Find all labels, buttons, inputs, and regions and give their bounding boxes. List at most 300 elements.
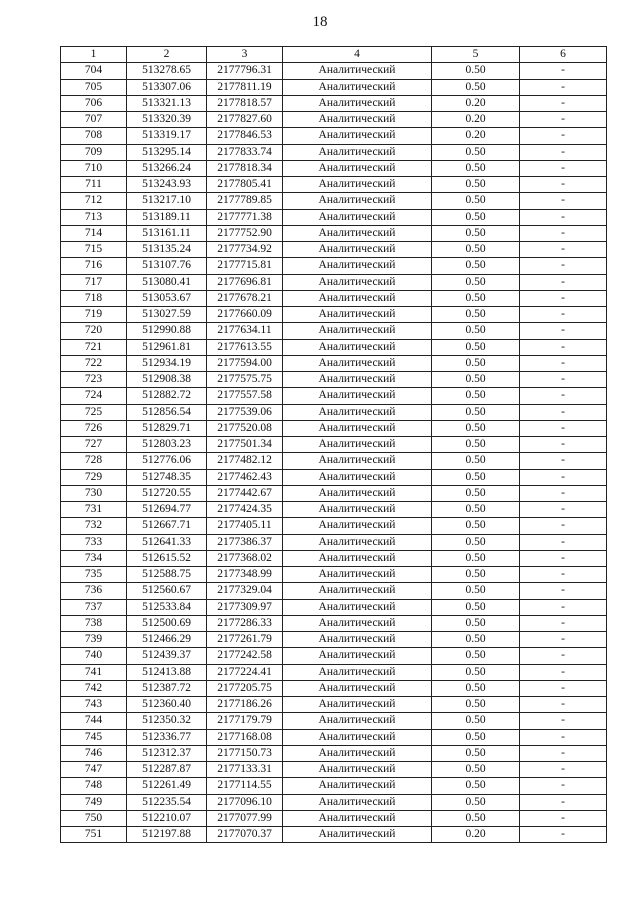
table-header: [61, 47, 607, 63]
accuracy-cell: 0.50: [432, 453, 520, 469]
point-number-cell: 707: [61, 112, 127, 128]
x-coordinate-cell: 512882.72: [127, 388, 207, 404]
accuracy-cell: 0.50: [432, 599, 520, 615]
point-number-cell: 712: [61, 193, 127, 209]
method-cell: Аналитический: [283, 112, 432, 128]
column-header-2: 2: [127, 47, 207, 63]
table-row: [61, 615, 607, 631]
point-number-cell: 749: [61, 794, 127, 810]
note-cell: -: [520, 778, 607, 794]
point-number-cell: 745: [61, 729, 127, 745]
table-row: [61, 388, 607, 404]
method-cell: Аналитический: [283, 502, 432, 518]
method-cell: Аналитический: [283, 128, 432, 144]
note-cell: -: [520, 485, 607, 501]
note-cell: -: [520, 420, 607, 436]
note-cell: -: [520, 583, 607, 599]
accuracy-cell: 0.50: [432, 225, 520, 241]
method-cell: Аналитический: [283, 193, 432, 209]
table-row: [61, 648, 607, 664]
x-coordinate-cell: 512934.19: [127, 355, 207, 371]
note-cell: -: [520, 762, 607, 778]
y-coordinate-cell: 2177660.09: [207, 307, 283, 323]
table-row: [61, 112, 607, 128]
column-header-5: 5: [432, 47, 520, 63]
table-row: [61, 258, 607, 274]
accuracy-cell: 0.20: [432, 95, 520, 111]
method-cell: Аналитический: [283, 762, 432, 778]
table-row: [61, 632, 607, 648]
point-number-cell: 750: [61, 810, 127, 826]
accuracy-cell: 0.50: [432, 388, 520, 404]
table-row: [61, 778, 607, 794]
table-row: [61, 274, 607, 290]
accuracy-cell: 0.50: [432, 729, 520, 745]
method-cell: Аналитический: [283, 63, 432, 79]
method-cell: Аналитический: [283, 469, 432, 485]
accuracy-cell: 0.50: [432, 144, 520, 160]
point-number-cell: 719: [61, 307, 127, 323]
table-row: [61, 518, 607, 534]
method-cell: Аналитический: [283, 550, 432, 566]
note-cell: -: [520, 388, 607, 404]
table-row: [61, 437, 607, 453]
y-coordinate-cell: 2177818.34: [207, 160, 283, 176]
method-cell: Аналитический: [283, 177, 432, 193]
note-cell: -: [520, 177, 607, 193]
method-cell: Аналитический: [283, 485, 432, 501]
y-coordinate-cell: 2177557.58: [207, 388, 283, 404]
note-cell: -: [520, 160, 607, 176]
method-cell: Аналитический: [283, 225, 432, 241]
y-coordinate-cell: 2177462.43: [207, 469, 283, 485]
y-coordinate-cell: 2177114.55: [207, 778, 283, 794]
y-coordinate-cell: 2177348.99: [207, 567, 283, 583]
y-coordinate-cell: 2177309.97: [207, 599, 283, 615]
x-coordinate-cell: 512856.54: [127, 404, 207, 420]
note-cell: -: [520, 502, 607, 518]
point-number-cell: 748: [61, 778, 127, 794]
method-cell: Аналитический: [283, 209, 432, 225]
accuracy-cell: 0.50: [432, 177, 520, 193]
accuracy-cell: 0.50: [432, 778, 520, 794]
accuracy-cell: 0.50: [432, 794, 520, 810]
table-row: [61, 290, 607, 306]
table-row: [61, 193, 607, 209]
method-cell: Аналитический: [283, 453, 432, 469]
point-number-cell: 726: [61, 420, 127, 436]
table-row: [61, 762, 607, 778]
x-coordinate-cell: 512641.33: [127, 534, 207, 550]
y-coordinate-cell: 2177796.31: [207, 63, 283, 79]
accuracy-cell: 0.20: [432, 827, 520, 843]
method-cell: Аналитический: [283, 794, 432, 810]
accuracy-cell: 0.50: [432, 355, 520, 371]
note-cell: -: [520, 404, 607, 420]
y-coordinate-cell: 2177846.53: [207, 128, 283, 144]
table-row: [61, 745, 607, 761]
method-cell: Аналитический: [283, 420, 432, 436]
note-cell: -: [520, 355, 607, 371]
y-coordinate-cell: 2177242.58: [207, 648, 283, 664]
table-body: [61, 63, 607, 843]
method-cell: Аналитический: [283, 599, 432, 615]
table-row: [61, 404, 607, 420]
x-coordinate-cell: 513080.41: [127, 274, 207, 290]
point-number-cell: 741: [61, 664, 127, 680]
x-coordinate-cell: 512360.40: [127, 697, 207, 713]
accuracy-cell: 0.50: [432, 680, 520, 696]
accuracy-cell: 0.50: [432, 242, 520, 258]
method-cell: Аналитический: [283, 810, 432, 826]
table-row: [61, 339, 607, 355]
x-coordinate-cell: 512210.07: [127, 810, 207, 826]
point-number-cell: 736: [61, 583, 127, 599]
accuracy-cell: 0.50: [432, 713, 520, 729]
y-coordinate-cell: 2177715.81: [207, 258, 283, 274]
point-number-cell: 746: [61, 745, 127, 761]
note-cell: -: [520, 112, 607, 128]
y-coordinate-cell: 2177752.90: [207, 225, 283, 241]
y-coordinate-cell: 2177186.26: [207, 697, 283, 713]
method-cell: Аналитический: [283, 567, 432, 583]
x-coordinate-cell: 512961.81: [127, 339, 207, 355]
table-row: [61, 827, 607, 843]
note-cell: -: [520, 144, 607, 160]
point-number-cell: 738: [61, 615, 127, 631]
x-coordinate-cell: 513107.76: [127, 258, 207, 274]
point-number-cell: 739: [61, 632, 127, 648]
note-cell: -: [520, 664, 607, 680]
point-number-cell: 727: [61, 437, 127, 453]
note-cell: -: [520, 453, 607, 469]
accuracy-cell: 0.50: [432, 762, 520, 778]
table-row: [61, 225, 607, 241]
x-coordinate-cell: 513278.65: [127, 63, 207, 79]
note-cell: -: [520, 290, 607, 306]
note-cell: -: [520, 518, 607, 534]
table-row: [61, 485, 607, 501]
note-cell: -: [520, 63, 607, 79]
note-cell: -: [520, 534, 607, 550]
coordinates-table: [60, 46, 607, 843]
table-row: [61, 697, 607, 713]
accuracy-cell: 0.50: [432, 323, 520, 339]
table-row: [61, 550, 607, 566]
accuracy-cell: 0.20: [432, 128, 520, 144]
y-coordinate-cell: 2177678.21: [207, 290, 283, 306]
note-cell: -: [520, 567, 607, 583]
method-cell: Аналитический: [283, 648, 432, 664]
point-number-cell: 716: [61, 258, 127, 274]
x-coordinate-cell: 512615.52: [127, 550, 207, 566]
x-coordinate-cell: 512720.55: [127, 485, 207, 501]
y-coordinate-cell: 2177205.75: [207, 680, 283, 696]
y-coordinate-cell: 2177133.31: [207, 762, 283, 778]
y-coordinate-cell: 2177179.79: [207, 713, 283, 729]
accuracy-cell: 0.50: [432, 810, 520, 826]
table-row: [61, 810, 607, 826]
point-number-cell: 714: [61, 225, 127, 241]
method-cell: Аналитический: [283, 388, 432, 404]
y-coordinate-cell: 2177833.74: [207, 144, 283, 160]
y-coordinate-cell: 2177329.04: [207, 583, 283, 599]
x-coordinate-cell: 513266.24: [127, 160, 207, 176]
table-row: [61, 177, 607, 193]
table-row: [61, 242, 607, 258]
accuracy-cell: 0.50: [432, 339, 520, 355]
x-coordinate-cell: 512387.72: [127, 680, 207, 696]
accuracy-cell: 0.50: [432, 404, 520, 420]
x-coordinate-cell: 512350.32: [127, 713, 207, 729]
point-number-cell: 706: [61, 95, 127, 111]
accuracy-cell: 0.50: [432, 648, 520, 664]
x-coordinate-cell: 513320.39: [127, 112, 207, 128]
y-coordinate-cell: 2177077.99: [207, 810, 283, 826]
note-cell: -: [520, 95, 607, 111]
table-row: [61, 502, 607, 518]
method-cell: Аналитический: [283, 290, 432, 306]
method-cell: Аналитический: [283, 518, 432, 534]
x-coordinate-cell: 512533.84: [127, 599, 207, 615]
x-coordinate-cell: 512667.71: [127, 518, 207, 534]
note-cell: -: [520, 810, 607, 826]
point-number-cell: 734: [61, 550, 127, 566]
table-row: [61, 599, 607, 615]
method-cell: Аналитический: [283, 160, 432, 176]
point-number-cell: 717: [61, 274, 127, 290]
table-row: [61, 534, 607, 550]
header-row: [61, 47, 607, 63]
method-cell: Аналитический: [283, 664, 432, 680]
point-number-cell: 731: [61, 502, 127, 518]
note-cell: -: [520, 745, 607, 761]
method-cell: Аналитический: [283, 778, 432, 794]
point-number-cell: 743: [61, 697, 127, 713]
x-coordinate-cell: 513295.14: [127, 144, 207, 160]
y-coordinate-cell: 2177386.37: [207, 534, 283, 550]
accuracy-cell: 0.50: [432, 420, 520, 436]
y-coordinate-cell: 2177634.11: [207, 323, 283, 339]
accuracy-cell: 0.50: [432, 518, 520, 534]
method-cell: Аналитический: [283, 615, 432, 631]
method-cell: Аналитический: [283, 258, 432, 274]
y-coordinate-cell: 2177482.12: [207, 453, 283, 469]
note-cell: -: [520, 697, 607, 713]
y-coordinate-cell: 2177442.67: [207, 485, 283, 501]
y-coordinate-cell: 2177696.81: [207, 274, 283, 290]
method-cell: Аналитический: [283, 242, 432, 258]
table-row: [61, 307, 607, 323]
point-number-cell: 747: [61, 762, 127, 778]
accuracy-cell: 0.50: [432, 160, 520, 176]
y-coordinate-cell: 2177613.55: [207, 339, 283, 355]
note-cell: -: [520, 599, 607, 615]
accuracy-cell: 0.50: [432, 697, 520, 713]
x-coordinate-cell: 512776.06: [127, 453, 207, 469]
method-cell: Аналитический: [283, 404, 432, 420]
point-number-cell: 732: [61, 518, 127, 534]
y-coordinate-cell: 2177096.10: [207, 794, 283, 810]
point-number-cell: 725: [61, 404, 127, 420]
table-row: [61, 453, 607, 469]
x-coordinate-cell: 513053.67: [127, 290, 207, 306]
y-coordinate-cell: 2177424.35: [207, 502, 283, 518]
y-coordinate-cell: 2177070.37: [207, 827, 283, 843]
y-coordinate-cell: 2177224.41: [207, 664, 283, 680]
y-coordinate-cell: 2177771.38: [207, 209, 283, 225]
x-coordinate-cell: 512803.23: [127, 437, 207, 453]
method-cell: Аналитический: [283, 534, 432, 550]
accuracy-cell: 0.50: [432, 502, 520, 518]
accuracy-cell: 0.50: [432, 437, 520, 453]
accuracy-cell: 0.50: [432, 290, 520, 306]
method-cell: Аналитический: [283, 355, 432, 371]
point-number-cell: 705: [61, 79, 127, 95]
y-coordinate-cell: 2177818.57: [207, 95, 283, 111]
note-cell: -: [520, 79, 607, 95]
y-coordinate-cell: 2177805.41: [207, 177, 283, 193]
accuracy-cell: 0.50: [432, 632, 520, 648]
point-number-cell: 751: [61, 827, 127, 843]
point-number-cell: 735: [61, 567, 127, 583]
x-coordinate-cell: 512235.54: [127, 794, 207, 810]
table-row: [61, 160, 607, 176]
point-number-cell: 729: [61, 469, 127, 485]
accuracy-cell: 0.50: [432, 567, 520, 583]
accuracy-cell: 0.50: [432, 664, 520, 680]
table-row: [61, 567, 607, 583]
accuracy-cell: 0.20: [432, 112, 520, 128]
y-coordinate-cell: 2177501.34: [207, 437, 283, 453]
x-coordinate-cell: 512439.37: [127, 648, 207, 664]
y-coordinate-cell: 2177405.11: [207, 518, 283, 534]
accuracy-cell: 0.50: [432, 274, 520, 290]
method-cell: Аналитический: [283, 339, 432, 355]
point-number-cell: 723: [61, 372, 127, 388]
point-number-cell: 721: [61, 339, 127, 355]
note-cell: -: [520, 794, 607, 810]
accuracy-cell: 0.50: [432, 79, 520, 95]
method-cell: Аналитический: [283, 583, 432, 599]
point-number-cell: 728: [61, 453, 127, 469]
page-number: 18: [312, 14, 328, 30]
x-coordinate-cell: 513161.11: [127, 225, 207, 241]
table-row: [61, 794, 607, 810]
point-number-cell: 708: [61, 128, 127, 144]
table-row: [61, 95, 607, 111]
column-header-4: 4: [283, 47, 432, 63]
y-coordinate-cell: 2177261.79: [207, 632, 283, 648]
method-cell: Аналитический: [283, 307, 432, 323]
table-row: [61, 372, 607, 388]
note-cell: -: [520, 193, 607, 209]
point-number-cell: 737: [61, 599, 127, 615]
x-coordinate-cell: 512413.88: [127, 664, 207, 680]
accuracy-cell: 0.50: [432, 258, 520, 274]
x-coordinate-cell: 512197.88: [127, 827, 207, 843]
point-number-cell: 710: [61, 160, 127, 176]
y-coordinate-cell: 2177520.08: [207, 420, 283, 436]
y-coordinate-cell: 2177368.02: [207, 550, 283, 566]
point-number-cell: 704: [61, 63, 127, 79]
note-cell: -: [520, 323, 607, 339]
point-number-cell: 742: [61, 680, 127, 696]
point-number-cell: 713: [61, 209, 127, 225]
table-row: [61, 144, 607, 160]
point-number-cell: 740: [61, 648, 127, 664]
accuracy-cell: 0.50: [432, 615, 520, 631]
y-coordinate-cell: 2177811.19: [207, 79, 283, 95]
note-cell: -: [520, 469, 607, 485]
x-coordinate-cell: 512829.71: [127, 420, 207, 436]
note-cell: -: [520, 632, 607, 648]
note-cell: -: [520, 242, 607, 258]
accuracy-cell: 0.50: [432, 550, 520, 566]
y-coordinate-cell: 2177575.75: [207, 372, 283, 388]
note-cell: -: [520, 437, 607, 453]
x-coordinate-cell: 512336.77: [127, 729, 207, 745]
y-coordinate-cell: 2177594.00: [207, 355, 283, 371]
accuracy-cell: 0.50: [432, 209, 520, 225]
point-number-cell: 744: [61, 713, 127, 729]
accuracy-cell: 0.50: [432, 193, 520, 209]
x-coordinate-cell: 512588.75: [127, 567, 207, 583]
x-coordinate-cell: 512560.67: [127, 583, 207, 599]
note-cell: -: [520, 615, 607, 631]
method-cell: Аналитический: [283, 274, 432, 290]
note-cell: -: [520, 550, 607, 566]
y-coordinate-cell: 2177789.85: [207, 193, 283, 209]
table-row: [61, 128, 607, 144]
x-coordinate-cell: 512694.77: [127, 502, 207, 518]
method-cell: Аналитический: [283, 372, 432, 388]
note-cell: -: [520, 258, 607, 274]
x-coordinate-cell: 512466.29: [127, 632, 207, 648]
point-number-cell: 733: [61, 534, 127, 550]
accuracy-cell: 0.50: [432, 307, 520, 323]
table-row: [61, 209, 607, 225]
accuracy-cell: 0.50: [432, 745, 520, 761]
method-cell: Аналитический: [283, 144, 432, 160]
column-header-6: 6: [520, 47, 607, 63]
accuracy-cell: 0.50: [432, 534, 520, 550]
method-cell: Аналитический: [283, 713, 432, 729]
accuracy-cell: 0.50: [432, 469, 520, 485]
point-number-cell: 730: [61, 485, 127, 501]
accuracy-cell: 0.50: [432, 583, 520, 599]
table-row: [61, 355, 607, 371]
note-cell: -: [520, 209, 607, 225]
table-row: [61, 469, 607, 485]
note-cell: -: [520, 307, 607, 323]
note-cell: -: [520, 729, 607, 745]
method-cell: Аналитический: [283, 729, 432, 745]
table-row: [61, 79, 607, 95]
table-row: [61, 323, 607, 339]
point-number-cell: 715: [61, 242, 127, 258]
note-cell: -: [520, 128, 607, 144]
point-number-cell: 718: [61, 290, 127, 306]
note-cell: -: [520, 713, 607, 729]
method-cell: Аналитический: [283, 827, 432, 843]
note-cell: -: [520, 827, 607, 843]
x-coordinate-cell: 512500.69: [127, 615, 207, 631]
x-coordinate-cell: 512261.49: [127, 778, 207, 794]
y-coordinate-cell: 2177539.06: [207, 404, 283, 420]
accuracy-cell: 0.50: [432, 372, 520, 388]
x-coordinate-cell: 512908.38: [127, 372, 207, 388]
